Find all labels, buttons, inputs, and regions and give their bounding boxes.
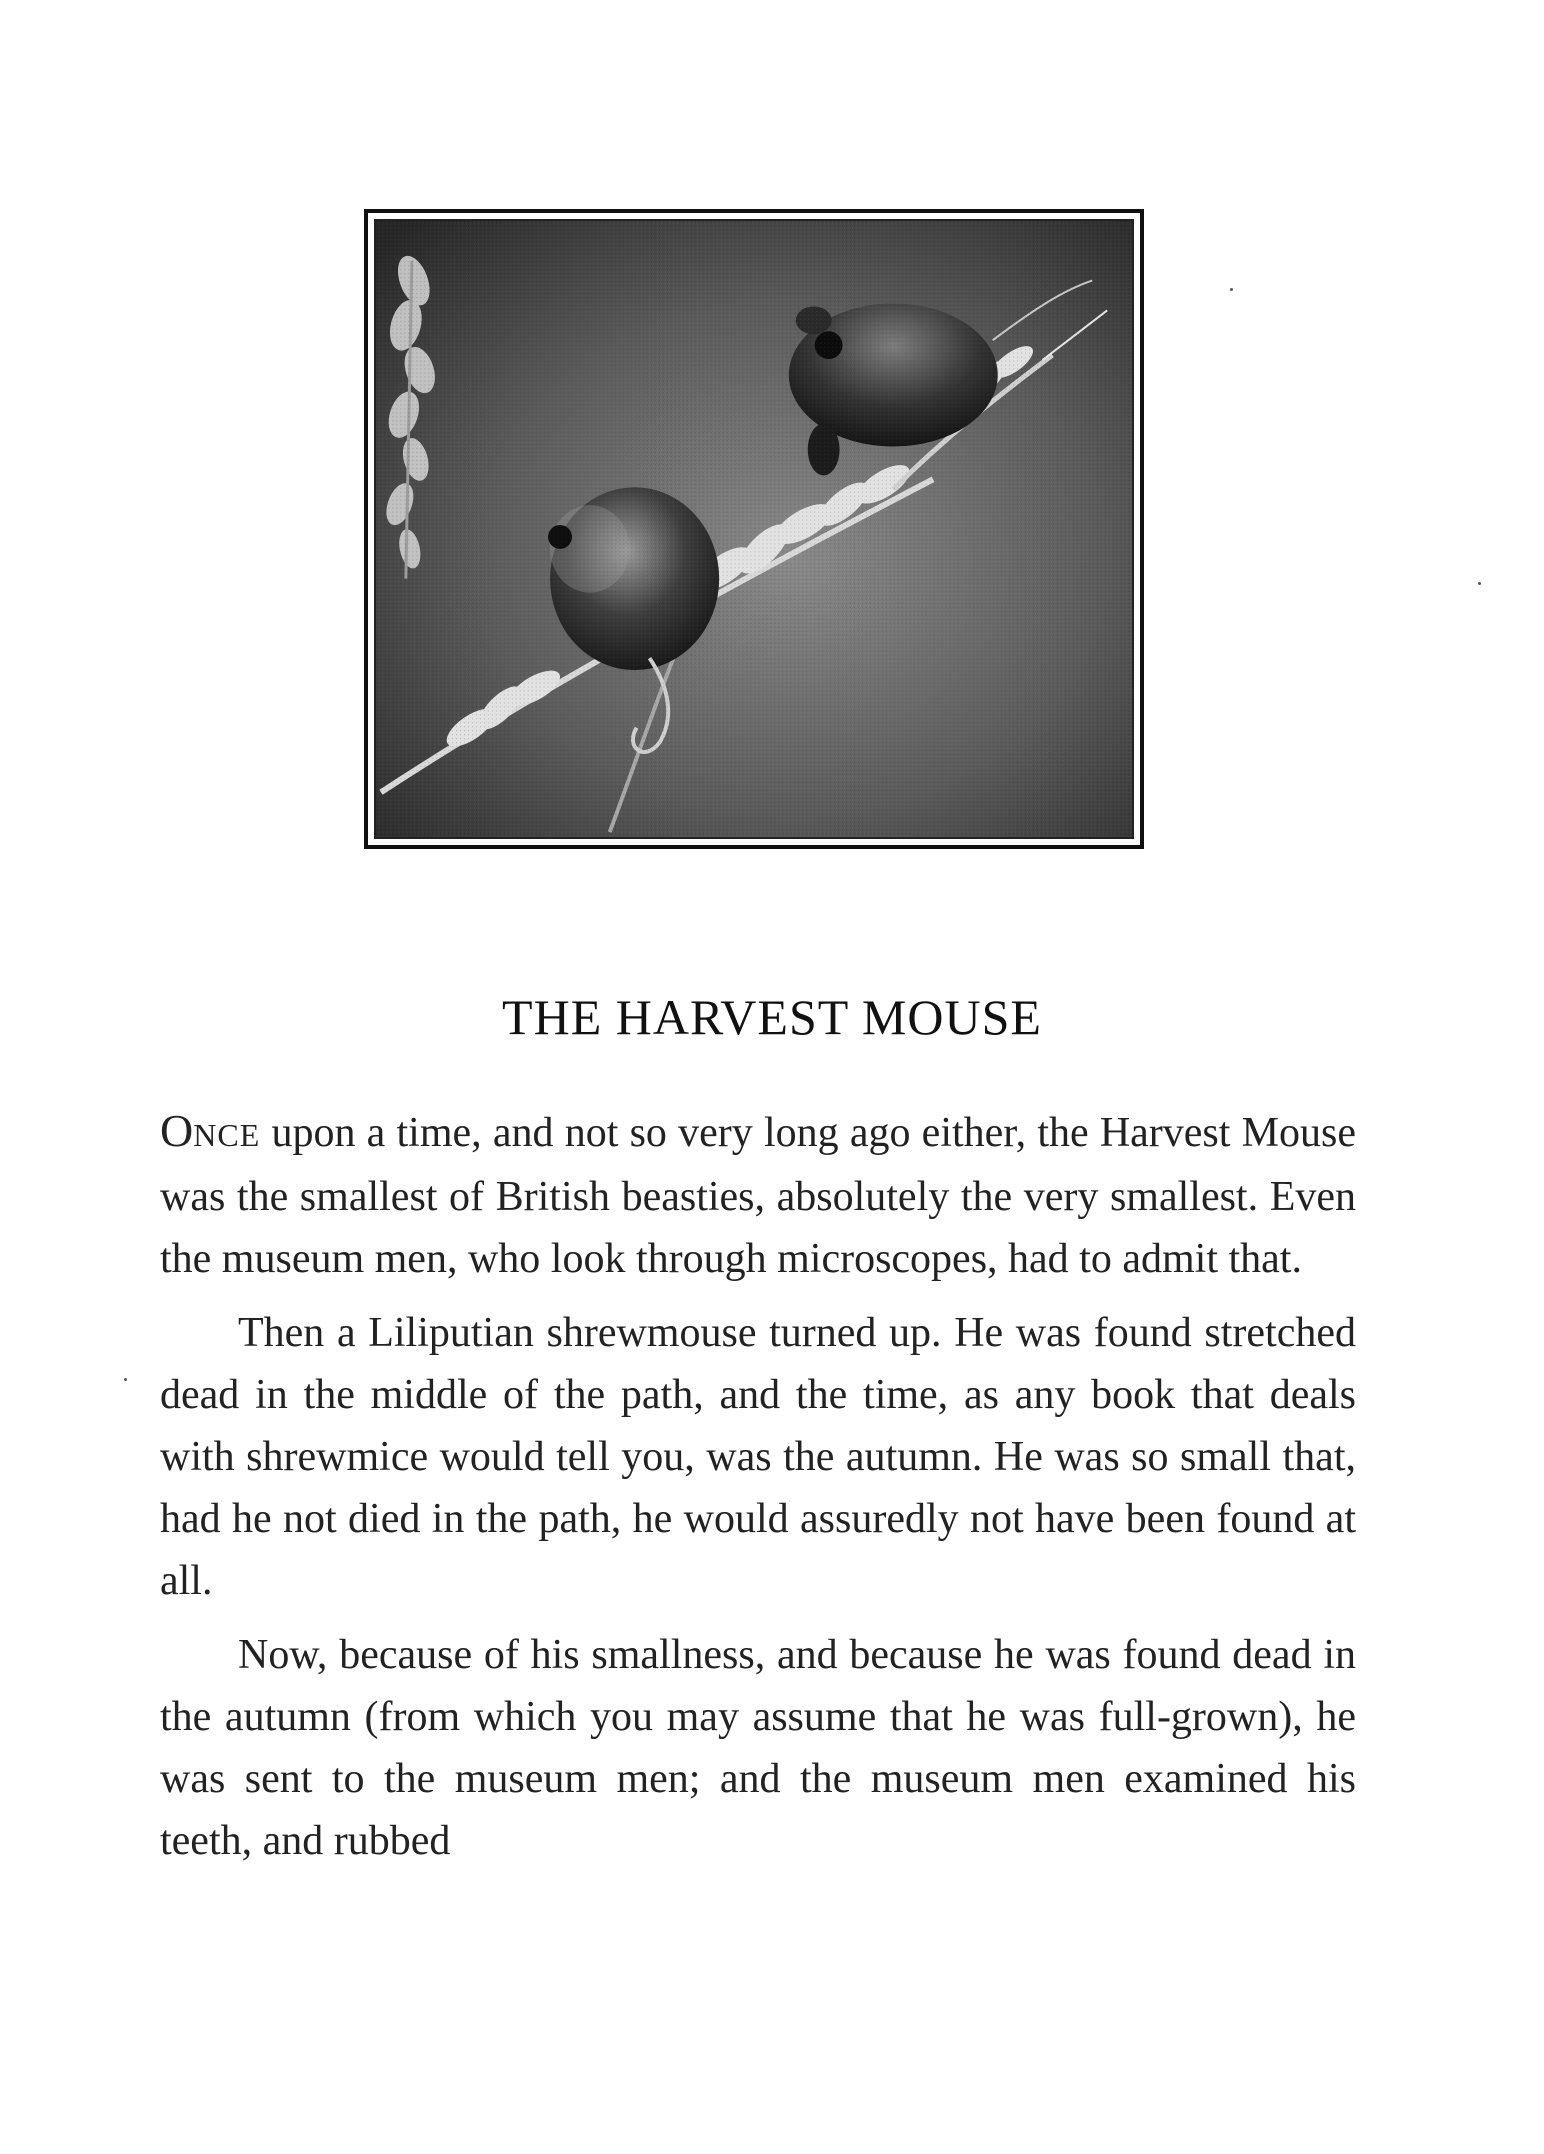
- harvest-mouse-photo: [374, 219, 1134, 839]
- chapter-title: THE HARVEST MOUSE: [502, 989, 1042, 1045]
- page-speck: [1230, 288, 1233, 291]
- photo-illustration: [376, 221, 1132, 837]
- body-text: [160, 1100, 1356, 1884]
- paragraph-1: [160, 1100, 1356, 1290]
- paragraph-2: Then a Liliputian shrewmouse turned up. He was found stretched dead in the middle of the path, and the time, as any book that deals with shrewmice would tell you, was the autumn. He was so small that, had he not died in the path, he would assuredly not have been found at all.: [160, 1310, 1356, 1604]
- page-speck: [1478, 582, 1481, 585]
- paragraph-1-text: upon a time, and not so very long ago either, the Harvest Mouse was the smallest of British beasties, absolutely the very smallest. Even the museum men, who look through microscopes, had to admit that.: [160, 1110, 1356, 1282]
- drop-letter: O: [160, 1105, 194, 1156]
- photo-plate: [364, 209, 1144, 849]
- small-caps-lead: NCE: [193, 1117, 261, 1153]
- paragraph-3: Now, because of his smallness, and because he was found dead in the autumn (from which you may assume that he was full-grown), he was sent to the museum men; and the museum men examined his teeth, and rubbed: [160, 1632, 1356, 1864]
- page-speck: [124, 1378, 127, 1381]
